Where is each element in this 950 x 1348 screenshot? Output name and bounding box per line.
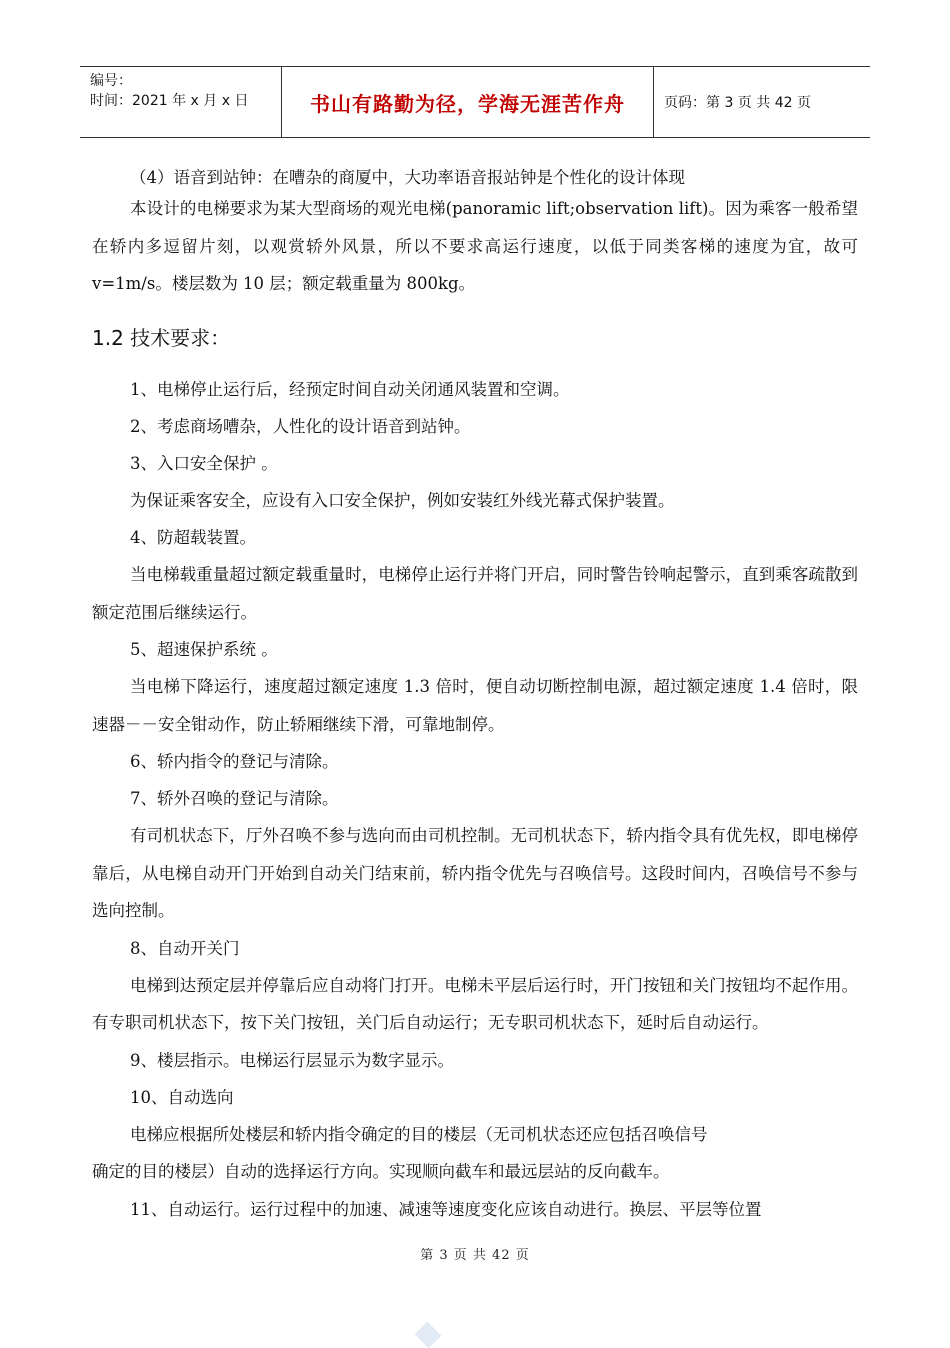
- requirement-3-desc: 为保证乘客安全，应设有入口安全保护，例如安装红外线光幕式保护装置。: [130, 490, 675, 510]
- intro-paragraph: 本设计的电梯要求为某大型商场的观光电梯(panoramic lift;observation lift)。因为乘客一般希望在轿内多逗留片刻，以观赏轿外风景，所以不要求高运行速度，以低于同类客梯的速度为宜，故可 v=1m/s。楼层数为 10 层；额定载重量为 800kg。: [92, 199, 858, 293]
- requirement-7: 7、轿外召唤的登记与清除。: [130, 789, 339, 808]
- requirement-4-desc: 当电梯载重量超过额定载重量时，电梯停止运行并将门开启，同时警告铃响起警示，直到乘客疏散到额定范围后继续运行。: [92, 565, 858, 622]
- document-body: [92, 166, 858, 1228]
- requirement-10-desc-line2: 确定的目的楼层）自动的选择运行方向。实现顺向截车和最远层站的反向截车。: [92, 1162, 670, 1181]
- doc-time-label: 时间：2021 年 x 月 x 日: [90, 93, 249, 109]
- requirement-11: 11、自动运行。运行过程中的加速、减速等速度变化应该自动进行。换层、平层等位置: [130, 1199, 762, 1219]
- header-page-label: 页码：第 3 页 共 42 页: [664, 95, 811, 111]
- page-footer: 第 3 页 共 42 页: [420, 1248, 530, 1263]
- requirement-3: 3、入口安全保护 。: [130, 453, 278, 473]
- requirement-4: 4、防超载装置。: [130, 528, 256, 547]
- watermark-mark: [415, 1322, 442, 1348]
- doc-number-label: 编号：: [90, 73, 132, 89]
- requirement-5: 5、超速保护系统 。: [130, 640, 278, 659]
- requirement-8-desc: 电梯到达预定层并停靠后应自动将门打开。电梯未平层后运行时，开门按钮和关门按钮均不起作用。有专职司机状态下，按下关门按钮，关门后自动运行；无专职司机状态下，延时后自动运行。: [92, 975, 858, 1032]
- page-header: [80, 66, 870, 138]
- section-heading: 1.2 技术要求：: [92, 325, 231, 350]
- header-motto: 书山有路勤为径，学海无涯苦作舟: [282, 67, 654, 137]
- intro-item-4: （4）语音到站钟：在嘈杂的商厦中，大功率语音报站钟是个性化的设计体现: [130, 168, 685, 187]
- requirement-10-desc-line1: 电梯应根据所处楼层和轿内指令确定的目的楼层（无司机状态还应包括召唤信号: [130, 1124, 708, 1144]
- requirement-1: 1、电梯停止运行后，经预定时间自动关闭通风装置和空调。: [130, 379, 570, 399]
- requirement-8: 8、自动开关门: [130, 938, 240, 958]
- requirement-2: 2、考虑商场嘈杂，人性化的设计语音到站钟。: [130, 416, 471, 436]
- requirement-6: 6、轿内指令的登记与清除。: [130, 752, 339, 771]
- requirement-10: 10、自动选向: [130, 1087, 234, 1107]
- requirement-9: 9、楼层指示。电梯运行层显示为数字显示。: [130, 1050, 454, 1070]
- requirement-7-desc: 有司机状态下，厅外召唤不参与选向而由司机控制。无司机状态下，轿内指令具有优先权，即电梯停靠后，从电梯自动开门开始到自动关门结束前，轿内指令优先与召唤信号。这段时间内，召唤信号不参与选向控制。: [92, 826, 858, 920]
- requirement-5-desc: 当电梯下降运行，速度超过额定速度 1.3 倍时，便自动切断控制电源，超过额定速度 1.4 倍时，限速器－－安全钳动作，防止轿厢继续下滑，可靠地制停。: [92, 677, 858, 734]
- header-meta: [80, 67, 282, 137]
